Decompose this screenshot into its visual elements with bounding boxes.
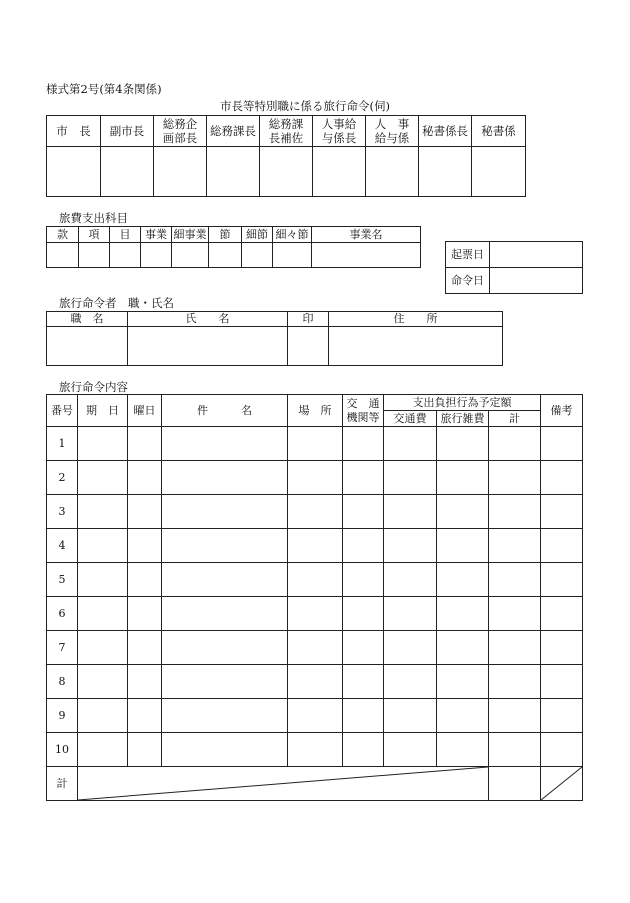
remarks-field[interactable] [541, 427, 583, 461]
header-place: 場 所 [288, 395, 343, 427]
orderer-seal-field[interactable] [288, 327, 329, 366]
diagonal-line [78, 767, 488, 800]
remarks-field[interactable] [541, 665, 583, 699]
transport-cost-field[interactable] [384, 461, 437, 495]
remarks-field[interactable] [541, 597, 583, 631]
expense-header-saisaisetsu: 細々節 [273, 227, 312, 243]
period-field[interactable] [78, 529, 128, 563]
misc-cost-field[interactable] [437, 631, 489, 665]
expense-input[interactable] [79, 243, 110, 268]
place-field[interactable] [288, 563, 343, 597]
draft-date-field[interactable] [490, 242, 583, 268]
remarks-field[interactable] [541, 529, 583, 563]
orderer-title-field[interactable] [47, 327, 128, 366]
expense-account-table [46, 226, 421, 268]
header-subject: 件 名 [162, 395, 288, 427]
travel-row [47, 563, 583, 597]
subtotal-field[interactable] [489, 597, 541, 631]
header-number: 番号 [47, 395, 78, 427]
orderer-header-name: 氏 名 [128, 312, 288, 327]
remarks-field[interactable] [541, 733, 583, 767]
approval-header-payroll-manager: 人事給 与係長 [313, 116, 366, 147]
row-number: 10 [47, 733, 78, 767]
approval-header-mayor: 市 長 [47, 116, 101, 147]
approval-header-general-affairs-chief: 総務課長 [207, 116, 260, 147]
stamp-field[interactable] [472, 147, 526, 197]
weekday-field[interactable] [128, 631, 162, 665]
subject-field[interactable] [162, 427, 288, 461]
subtotal-field[interactable] [489, 495, 541, 529]
period-field[interactable] [78, 597, 128, 631]
header-transport: 交 通 機関等 [343, 395, 384, 427]
expense-header-kan: 款 [47, 227, 79, 243]
remarks-field[interactable] [541, 699, 583, 733]
orderer-name-field[interactable] [128, 327, 288, 366]
order-date-label: 命令日 [446, 268, 490, 294]
place-field[interactable] [288, 461, 343, 495]
transport-cost-field[interactable] [384, 529, 437, 563]
place-field[interactable] [288, 733, 343, 767]
header-period: 期 日 [78, 395, 128, 427]
row-number: 1 [47, 427, 78, 461]
stamp-field[interactable] [419, 147, 472, 197]
travel-row [47, 733, 583, 767]
subtotal-field[interactable] [489, 699, 541, 733]
header-weekday: 曜日 [128, 395, 162, 427]
row-number: 5 [47, 563, 78, 597]
expense-input[interactable] [110, 243, 141, 268]
transport-field[interactable] [343, 665, 384, 699]
total-label: 計 [47, 767, 78, 801]
travel-row [47, 461, 583, 495]
header-transport-cost: 交通費 [384, 411, 437, 427]
transport-cost-field[interactable] [384, 733, 437, 767]
expense-input[interactable] [209, 243, 242, 268]
period-field[interactable] [78, 665, 128, 699]
row-number: 3 [47, 495, 78, 529]
expense-input[interactable] [273, 243, 312, 268]
orderer-header-title: 職 名 [47, 312, 128, 327]
weekday-field[interactable] [128, 699, 162, 733]
transport-cost-field[interactable] [384, 699, 437, 733]
row-number: 9 [47, 699, 78, 733]
remarks-field[interactable] [541, 461, 583, 495]
expense-section-label: 旅費支出科目 [59, 211, 128, 225]
subject-field[interactable] [162, 733, 288, 767]
expense-input[interactable] [47, 243, 79, 268]
place-field[interactable] [288, 699, 343, 733]
stamp-field[interactable] [101, 147, 154, 197]
weekday-field[interactable] [128, 495, 162, 529]
place-field[interactable] [288, 495, 343, 529]
approval-header-secretary-staff: 秘書係 [472, 116, 526, 147]
row-number: 8 [47, 665, 78, 699]
travel-row [47, 665, 583, 699]
subject-field[interactable] [162, 699, 288, 733]
dates-table [445, 241, 583, 294]
period-field[interactable] [78, 699, 128, 733]
subject-field[interactable] [162, 665, 288, 699]
misc-cost-field[interactable] [437, 597, 489, 631]
transport-cost-field[interactable] [384, 563, 437, 597]
form-title: 市長等特別職に係る旅行命令(伺) [220, 99, 390, 113]
place-field[interactable] [288, 597, 343, 631]
header-subtotal: 計 [489, 411, 541, 427]
approval-header-payroll-staff: 人 事 給与係 [366, 116, 419, 147]
remarks-field[interactable] [541, 495, 583, 529]
subtotal-field[interactable] [489, 631, 541, 665]
expense-header-kou: 項 [79, 227, 110, 243]
stamp-field[interactable] [260, 147, 313, 197]
weekday-field[interactable] [128, 563, 162, 597]
weekday-field[interactable] [128, 665, 162, 699]
stamp-field[interactable] [154, 147, 207, 197]
subtotal-field[interactable] [489, 733, 541, 767]
transport-field[interactable] [343, 529, 384, 563]
transport-cost-field[interactable] [384, 495, 437, 529]
expense-input[interactable] [141, 243, 172, 268]
subject-field[interactable] [162, 495, 288, 529]
stamp-field[interactable] [313, 147, 366, 197]
misc-cost-field[interactable] [437, 699, 489, 733]
transport-field[interactable] [343, 733, 384, 767]
orderer-section-label: 旅行命令者 職・氏名 [59, 296, 174, 310]
draft-date-label: 起票日 [446, 242, 490, 268]
subtotal-field[interactable] [489, 665, 541, 699]
subject-field[interactable] [162, 461, 288, 495]
misc-cost-field[interactable] [437, 495, 489, 529]
order-date-field[interactable] [490, 268, 583, 294]
misc-cost-field[interactable] [437, 461, 489, 495]
transport-field[interactable] [343, 563, 384, 597]
transport-cost-field[interactable] [384, 631, 437, 665]
row-number: 4 [47, 529, 78, 563]
expense-header-subproject: 細事業 [173, 227, 207, 241]
transport-cost-field[interactable] [384, 597, 437, 631]
approval-stamp-table [46, 115, 526, 197]
transport-field[interactable] [343, 495, 384, 529]
misc-cost-field[interactable] [437, 427, 489, 461]
expense-input[interactable] [172, 243, 209, 268]
place-field[interactable] [288, 631, 343, 665]
orderer-address-field[interactable] [329, 327, 503, 366]
weekday-field[interactable] [128, 529, 162, 563]
subtotal-field[interactable] [489, 563, 541, 597]
misc-cost-field[interactable] [437, 733, 489, 767]
expense-input[interactable] [242, 243, 273, 268]
travel-row [47, 631, 583, 665]
stamp-field[interactable] [47, 147, 101, 197]
travel-row [47, 495, 583, 529]
row-number: 6 [47, 597, 78, 631]
transport-field[interactable] [343, 597, 384, 631]
travel-row [47, 427, 583, 461]
approval-header-secretary-manager: 秘書係長 [419, 116, 472, 147]
subtotal-field[interactable] [489, 461, 541, 495]
header-budget-group: 支出負担行為予定額 [384, 395, 541, 411]
expense-input[interactable] [312, 243, 421, 268]
place-field[interactable] [288, 427, 343, 461]
stamp-field[interactable] [366, 147, 419, 197]
expense-header-project-name: 事業名 [312, 227, 421, 243]
transport-field[interactable] [343, 461, 384, 495]
content-section-label: 旅行命令内容 [59, 380, 128, 394]
weekday-field[interactable] [128, 427, 162, 461]
header-remarks: 備考 [541, 395, 583, 427]
place-field[interactable] [288, 665, 343, 699]
travel-row [47, 529, 583, 563]
expense-header-setsu: 節 [209, 227, 242, 243]
remarks-field[interactable] [541, 563, 583, 597]
travel-row [47, 597, 583, 631]
total-amount-field[interactable] [489, 767, 541, 801]
misc-cost-field[interactable] [437, 665, 489, 699]
diagonal-line [541, 767, 582, 800]
orderer-table [46, 311, 503, 366]
transport-field[interactable] [343, 631, 384, 665]
row-number: 2 [47, 461, 78, 495]
weekday-field[interactable] [128, 461, 162, 495]
total-remarks-cell [541, 767, 583, 801]
remarks-field[interactable] [541, 631, 583, 665]
transport-cost-field[interactable] [384, 427, 437, 461]
weekday-field[interactable] [128, 597, 162, 631]
travel-content-table [46, 394, 583, 801]
misc-cost-field[interactable] [437, 563, 489, 597]
transport-field[interactable] [343, 699, 384, 733]
period-field[interactable] [78, 427, 128, 461]
total-merged-cell [78, 767, 489, 801]
row-number: 7 [47, 631, 78, 665]
transport-field[interactable] [343, 427, 384, 461]
expense-header-project: 事業 [141, 227, 172, 243]
expense-header-saisetsu: 細節 [242, 227, 273, 243]
travel-row [47, 699, 583, 733]
place-field[interactable] [288, 529, 343, 563]
weekday-field[interactable] [128, 733, 162, 767]
period-field[interactable] [78, 563, 128, 597]
period-field[interactable] [78, 461, 128, 495]
subtotal-field[interactable] [489, 529, 541, 563]
transport-cost-field[interactable] [384, 665, 437, 699]
misc-cost-field[interactable] [437, 529, 489, 563]
period-field[interactable] [78, 733, 128, 767]
approval-header-deputy-mayor: 副市長 [101, 116, 154, 147]
approval-header-planning-director: 総務企 画部長 [154, 116, 207, 147]
period-field[interactable] [78, 631, 128, 665]
expense-header-moku: 目 [110, 227, 141, 243]
form-number: 様式第2号(第4条関係) [46, 82, 162, 96]
subject-field[interactable] [162, 529, 288, 563]
stamp-field[interactable] [207, 147, 260, 197]
orderer-header-seal: 印 [288, 312, 329, 327]
approval-header-assistant-chief: 総務課 長補佐 [260, 116, 313, 147]
subject-field[interactable] [162, 597, 288, 631]
subject-field[interactable] [162, 631, 288, 665]
subtotal-field[interactable] [489, 427, 541, 461]
period-field[interactable] [78, 495, 128, 529]
orderer-header-address: 住 所 [329, 312, 503, 327]
header-misc-cost: 旅行雑費 [437, 411, 489, 427]
subject-field[interactable] [162, 563, 288, 597]
